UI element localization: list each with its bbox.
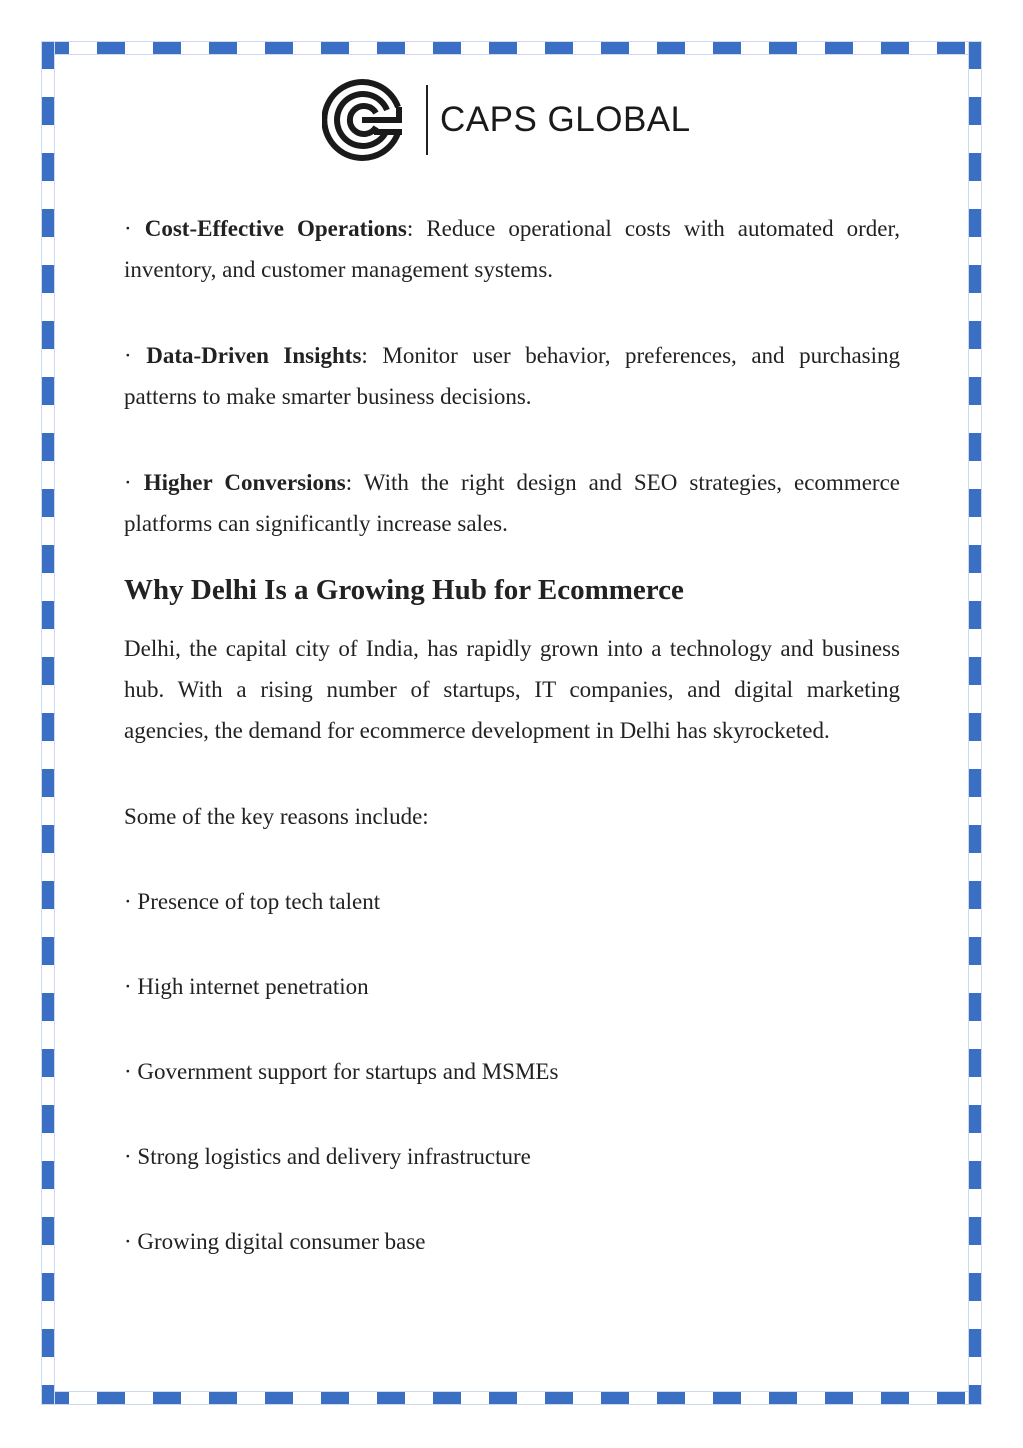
benefit-text: Monitor user behavior, preferences, and purchasing patterns to make smarter business decisions. bbox=[124, 343, 901, 409]
document-body bbox=[124, 208, 900, 1262]
list-item: · High internet penetration bbox=[124, 974, 369, 999]
section-heading: Why Delhi Is a Growing Hub for Ecommerce bbox=[124, 574, 684, 606]
section-paragraph: Delhi, the capital city of India, has rapidly grown into a technology and business hub. With a rising number of startups, IT companies, and digital marketing agencies, the demand for ecommerce development in Delhi has skyrocketed. bbox=[124, 636, 900, 743]
benefit-colon: : bbox=[406, 216, 414, 241]
page-border-left bbox=[41, 41, 55, 1405]
reasons-intro: Some of the key reasons include: bbox=[124, 804, 429, 829]
page-border-right bbox=[968, 41, 982, 1405]
concentric-c-logo-icon bbox=[322, 77, 408, 163]
benefit-title: Higher Conversions bbox=[143, 470, 346, 495]
bullet-dot: · bbox=[124, 216, 132, 241]
benefit-title: Cost-Effective Operations bbox=[144, 216, 407, 241]
benefit-colon: : bbox=[345, 470, 353, 495]
benefit-colon: : bbox=[361, 343, 368, 368]
list-item: · Strong logistics and delivery infrastructure bbox=[124, 1144, 531, 1169]
page-border-bottom bbox=[41, 1391, 982, 1405]
benefit-data-driven bbox=[124, 335, 900, 417]
list-item: · Government support for startups and MSMEs bbox=[124, 1059, 559, 1084]
benefit-higher-conversions bbox=[124, 462, 900, 544]
caps-global-logo bbox=[322, 76, 691, 164]
bullet-dot: · bbox=[124, 470, 132, 495]
benefit-title: Data-Driven Insights bbox=[146, 343, 362, 368]
brand-name: CAPS GLOBAL bbox=[440, 100, 691, 139]
list-item: · Presence of top tech talent bbox=[124, 889, 381, 914]
benefit-text: Reduce operational costs with automated order, inventory, and customer management systems. bbox=[124, 216, 901, 282]
list-item: · Growing digital consumer base bbox=[124, 1229, 426, 1254]
benefit-text: With the right design and SEO strategies, ecommerce platforms can significantly increase sales. bbox=[124, 470, 901, 536]
logo-divider bbox=[426, 85, 428, 155]
bullet-dot: · bbox=[124, 343, 132, 368]
benefit-cost-effective bbox=[124, 208, 900, 290]
page-border-top bbox=[41, 41, 982, 55]
